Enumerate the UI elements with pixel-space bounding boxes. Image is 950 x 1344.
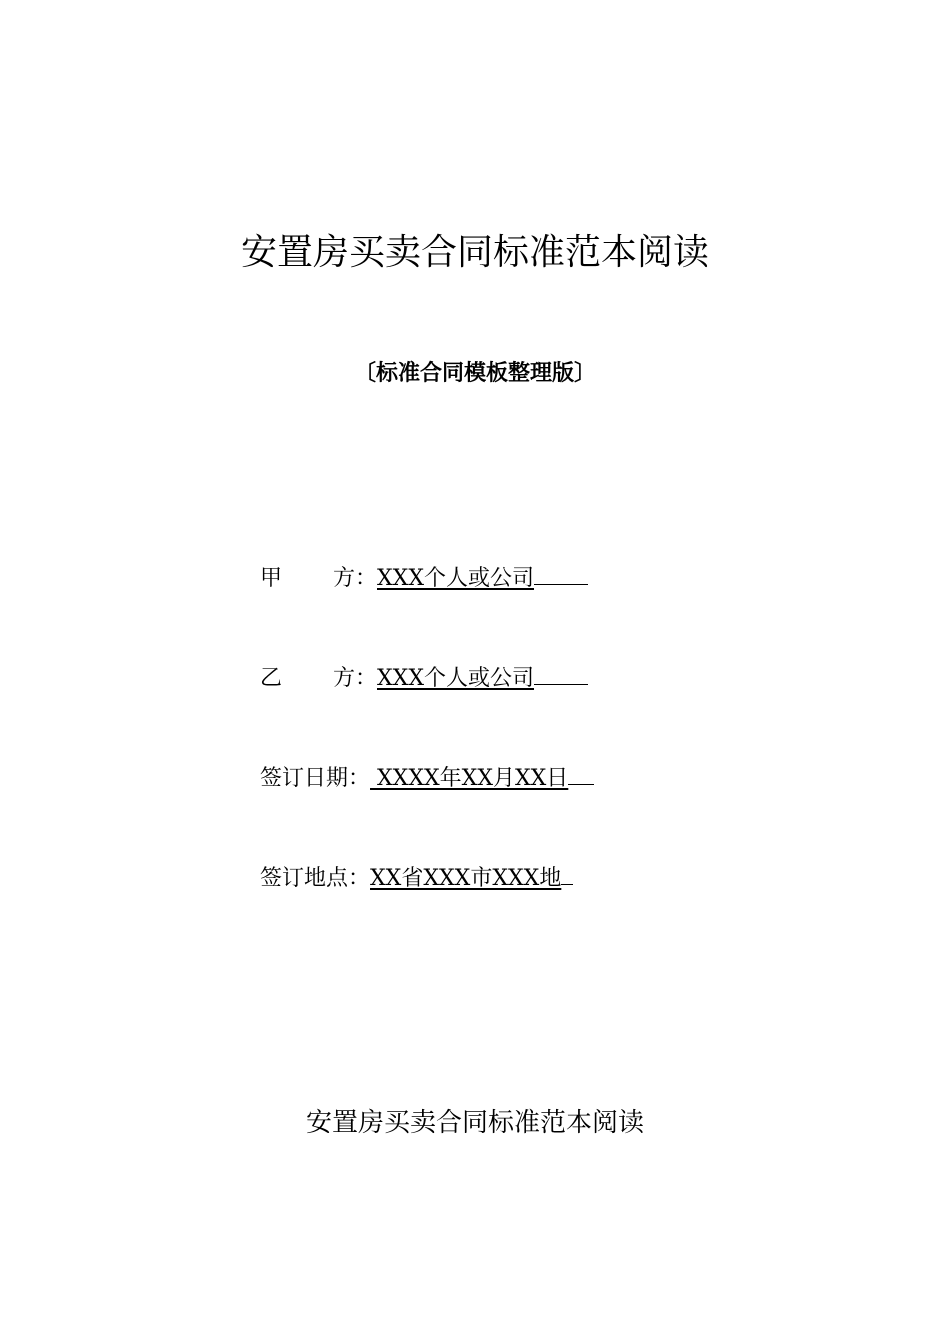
party-b-field: [260, 660, 588, 694]
signing-place-underline: [561, 860, 573, 885]
party-b-label: 乙 方：: [260, 666, 377, 691]
party-a-underline: [534, 560, 588, 585]
party-a-field: [260, 560, 588, 594]
signing-place-value: XX省XXX市XXX地: [370, 866, 562, 891]
signing-place-label: 签订地点：: [260, 866, 371, 891]
party-a-label: 甲 方：: [260, 566, 377, 591]
party-b-value: XXX个人或公司: [377, 666, 534, 691]
signing-date-underline: [568, 760, 594, 785]
document-title: 安置房买卖合同标准范本阅读: [240, 232, 709, 273]
signing-date-label: 签订日期：: [260, 766, 371, 791]
party-a-value: XXX个人或公司: [377, 566, 534, 591]
signing-date-field: [260, 760, 594, 794]
document-subtitle: 〔标准合同模板整理版〕: [353, 360, 596, 386]
footer-title: 安置房买卖合同标准范本阅读: [305, 1108, 644, 1138]
party-b-underline: [534, 660, 588, 685]
signing-date-value: XXXX年XX月XX日: [370, 766, 569, 791]
signing-place-field: [260, 860, 573, 894]
